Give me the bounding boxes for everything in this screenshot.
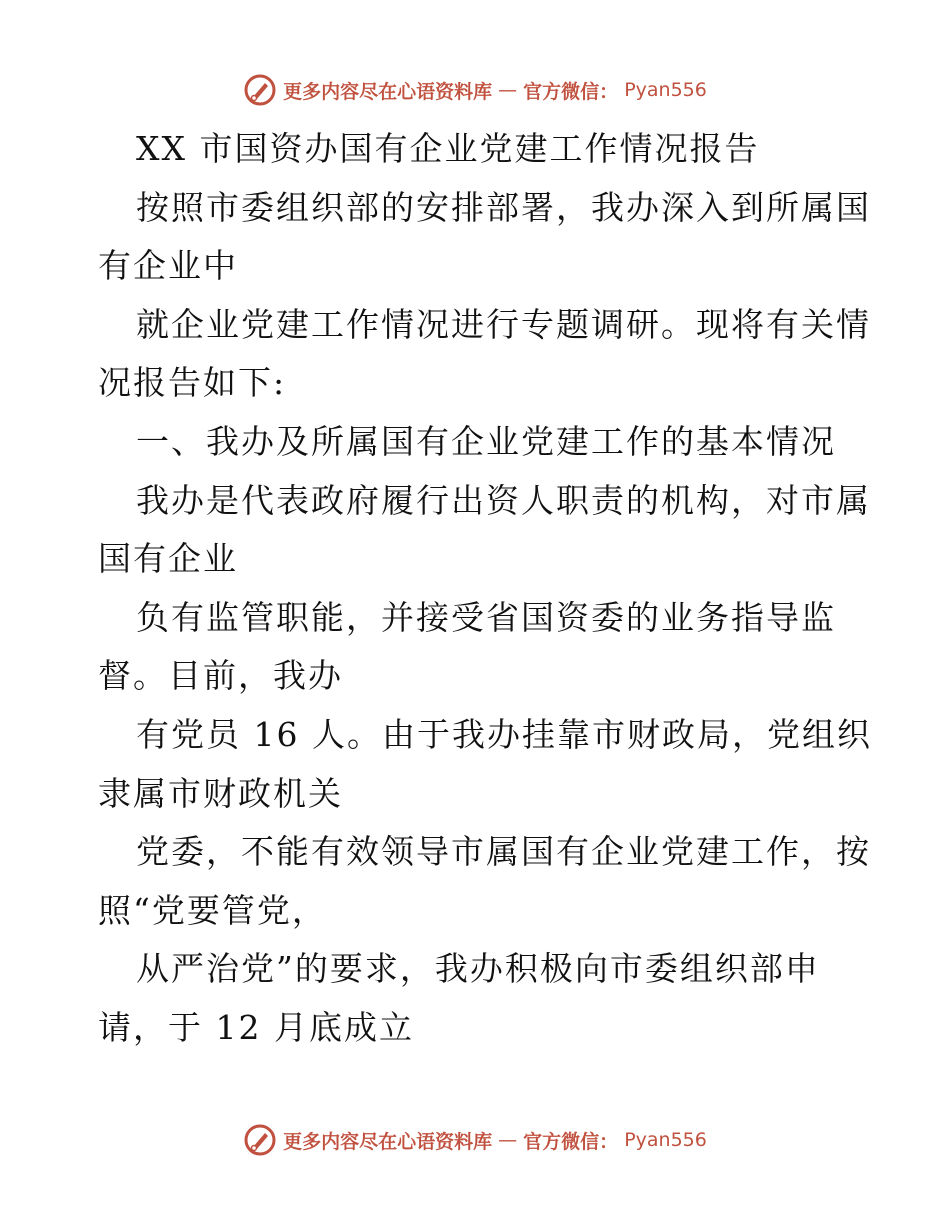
doc-line: 照“党要管党，: [98, 890, 327, 930]
pen-circle-logo-icon: [243, 73, 277, 107]
doc-line: 隶属市财政机关: [98, 773, 343, 813]
doc-line: 国有企业: [98, 539, 238, 579]
doc-line: 有党员 16 人。由于我办挂靠市财政局，党组织: [136, 714, 872, 754]
footer-watermark: [0, 1120, 950, 1160]
doc-line: 负有监管职能，并接受省国资委的业务指导监: [136, 597, 836, 637]
watermark-separator: —: [498, 79, 518, 101]
doc-line: 我办是代表政府履行出资人职责的机构，对市属: [136, 480, 871, 520]
section-heading: 一、我办及所属国有企业党建工作的基本情况: [136, 421, 836, 461]
watermark-contact: 官方微信：: [523, 80, 619, 103]
watermark-id: Pyan556: [624, 79, 707, 101]
doc-line: 党委，不能有效领导市属国有企业党建工作，按: [136, 832, 871, 872]
watermark-text: 更多内容尽在心语资料库: [283, 80, 493, 103]
doc-line: 督。目前，我办: [98, 656, 343, 696]
document-body: [98, 120, 872, 1058]
doc-line: 有企业中: [98, 246, 238, 286]
watermark-text: 更多内容尽在心语资料库: [283, 1130, 493, 1153]
doc-line: 按照市委组织部的安排部署，我办深入到所属国: [136, 187, 871, 227]
pen-circle-logo-icon: [243, 1123, 277, 1157]
doc-line: 请，于 12 月底成立: [98, 1007, 414, 1047]
doc-line: 就企业党建工作情况进行专题调研。现将有关情: [136, 304, 871, 344]
watermark-separator: —: [498, 1129, 518, 1151]
watermark-id: Pyan556: [624, 1129, 707, 1151]
doc-line: 从严治党”的要求，我办积极向市委组织部申: [136, 949, 820, 989]
doc-title: XX 市国资办国有企业党建工作情况报告: [136, 129, 760, 168]
doc-line: 况报告如下:: [98, 363, 287, 403]
header-watermark: [0, 70, 950, 110]
watermark-contact: 官方微信：: [523, 1130, 619, 1153]
